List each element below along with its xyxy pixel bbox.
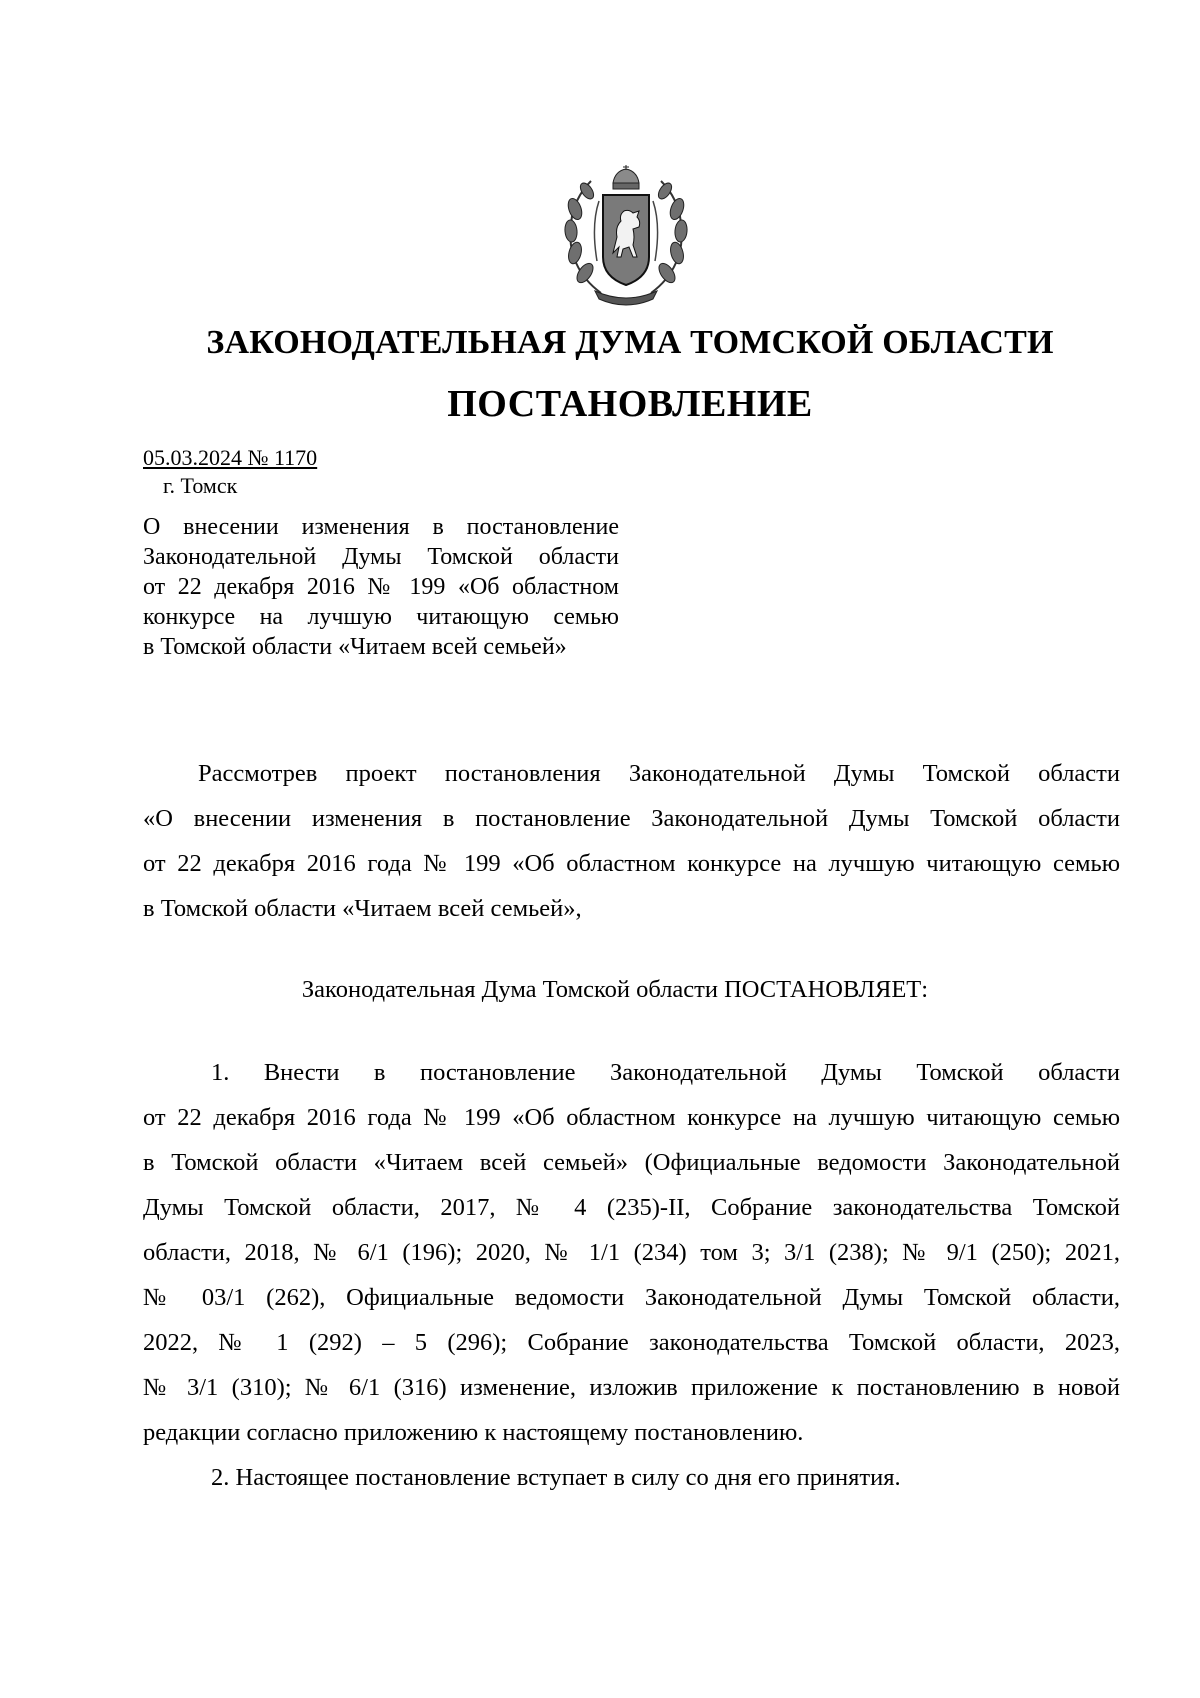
preamble-line: от 22 декабря 2016 года № 199 «Об областном конкурсе на лучшую читающую семью — [143, 850, 1120, 877]
item-1-line: 2022, № 1 (292) – 5 (296); Собрание законодательства Томской области, 2023, — [143, 1329, 1120, 1356]
item-2-paragraph — [143, 1455, 1120, 1500]
preamble-line: Рассмотрев проект постановления Законодательной Думы Томской области — [198, 760, 1120, 787]
item-1-line: редакции согласно приложению к настоящему постановлению. — [143, 1419, 804, 1446]
subject-line: Законодательной Думы Томской области — [143, 544, 619, 570]
resolution-clause: Законодательная Дума Томской области ПОСТАНОВЛЯЕТ: — [301, 976, 929, 1003]
item-1-line: в Томской области «Читаем всей семьей» (Официальные ведомости Законодательной — [143, 1149, 1120, 1176]
subject-line: О внесении изменения в постановление — [143, 514, 619, 540]
organization-title: ЗАКОНОДАТЕЛЬНАЯ ДУМА ТОМСКОЙ ОБЛАСТИ — [206, 324, 1054, 361]
subject-line: в Томской области «Читаем всей семьей» — [143, 634, 567, 660]
coat-of-arms-icon — [561, 165, 691, 307]
item-1-line: № 03/1 (262), Официальные ведомости Законодательной Думы Томской области, — [143, 1284, 1120, 1311]
preamble-paragraph — [143, 751, 1120, 931]
item-2-line: 2. Настоящее постановление вступает в силу со дня его принятия. — [211, 1464, 901, 1491]
document-date-number: 05.03.2024 № 1170 — [143, 445, 318, 470]
preamble-line: «О внесении изменения в постановление Законодательной Думы Томской области — [143, 805, 1120, 832]
document-type-title: ПОСТАНОВЛЕНИЕ — [447, 383, 813, 425]
subject-line: от 22 декабря 2016 № 199 «Об областном — [143, 574, 619, 600]
item-1-line: Думы Томской области, 2017, № 4 (235)-II, Собрание законодательства Томской — [143, 1194, 1120, 1221]
item-1-line: 1. Внести в постановление Законодательной Думы Томской области — [211, 1059, 1120, 1086]
subject-line: конкурсе на лучшую читающую семью — [143, 604, 619, 630]
preamble-line: в Томской области «Читаем всей семьей», — [143, 895, 582, 922]
document-city: г. Томск — [163, 473, 238, 498]
item-1-line: от 22 декабря 2016 года № 199 «Об областном конкурсе на лучшую читающую семью — [143, 1104, 1120, 1131]
item-1-line: № 3/1 (310); № 6/1 (316) изменение, изложив приложение к постановлению в новой — [143, 1374, 1120, 1401]
item-1-paragraph — [143, 1050, 1120, 1455]
item-1-line: области, 2018, № 6/1 (196); 2020, № 1/1 (234) том 3; 3/1 (238); № 9/1 (250); 2021, — [143, 1239, 1120, 1266]
document-subject — [143, 512, 619, 662]
